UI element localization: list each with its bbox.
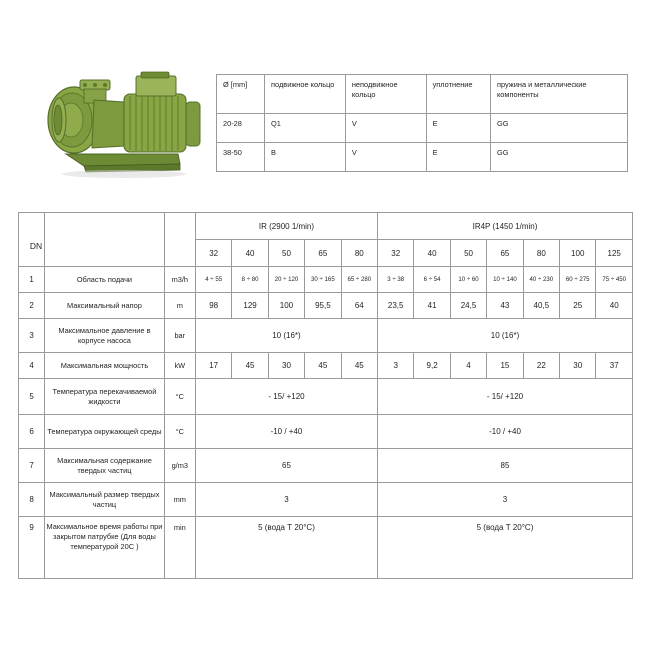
row-1-ir4p-100: 60 ÷ 275 bbox=[560, 267, 596, 293]
row-7-label: Максимальная содержание твердых частиц bbox=[45, 449, 164, 483]
seal-header-rotating-ring: подвижное кольцо bbox=[265, 75, 346, 114]
row-4-ir-50: 30 bbox=[268, 353, 304, 379]
group-header-ir4p: IR4P (1450 1/min) bbox=[378, 213, 633, 240]
row-1-number: 1 bbox=[19, 267, 45, 293]
ir4p-size-125: 125 bbox=[596, 240, 633, 267]
row-2-ir4p-32: 23,5 bbox=[378, 293, 414, 319]
seal-row0-spring: GG bbox=[490, 114, 627, 143]
row-5-label: Температура перекачиваемой жидкости bbox=[45, 379, 164, 415]
row-8-label: Максимальный размер твердых частиц bbox=[45, 483, 164, 517]
row-2-ir4p-40: 41 bbox=[414, 293, 450, 319]
row-1-ir4p-125: 75 ÷ 450 bbox=[596, 267, 633, 293]
row-4-ir4p-65: 15 bbox=[487, 353, 523, 379]
row-2-ir-32: 98 bbox=[195, 293, 231, 319]
table-row bbox=[19, 379, 633, 415]
ir-size-80: 80 bbox=[341, 240, 377, 267]
row-2-ir-40: 129 bbox=[232, 293, 268, 319]
row-1-unit: m3/h bbox=[164, 267, 195, 293]
spec-dn-label: DN bbox=[29, 241, 43, 251]
row-5-ir-value: - 15/ +120 bbox=[195, 379, 377, 415]
row-2-ir4p-80: 40,5 bbox=[523, 293, 559, 319]
row-7-number: 7 bbox=[19, 449, 45, 483]
table-row bbox=[19, 293, 633, 319]
table-row bbox=[217, 143, 628, 172]
row-1-ir4p-65: 10 ÷ 140 bbox=[487, 267, 523, 293]
table-row bbox=[217, 114, 628, 143]
row-8-unit: mm bbox=[164, 483, 195, 517]
seal-row1-stationary: V bbox=[345, 143, 426, 172]
row-4-unit: kW bbox=[164, 353, 195, 379]
row-7-unit: g/m3 bbox=[164, 449, 195, 483]
row-1-ir4p-32: 3 ÷ 38 bbox=[378, 267, 414, 293]
row-6-ir4p-value: -10 / +40 bbox=[378, 415, 633, 449]
row-4-ir-65: 45 bbox=[305, 353, 341, 379]
row-6-label: Температура окружающей среды bbox=[45, 415, 164, 449]
row-1-ir4p-40: 6 ÷ 54 bbox=[414, 267, 450, 293]
table-row bbox=[19, 319, 633, 353]
row-1-ir4p-50: 10 ÷ 60 bbox=[450, 267, 486, 293]
seal-row0-seal: E bbox=[426, 114, 490, 143]
group-header-ir: IR (2900 1/min) bbox=[195, 213, 377, 240]
row-4-ir4p-32: 3 bbox=[378, 353, 414, 379]
ir-size-65: 65 bbox=[305, 240, 341, 267]
seal-row1-rotating: B bbox=[265, 143, 346, 172]
row-2-ir-50: 100 bbox=[268, 293, 304, 319]
ir4p-size-80: 80 bbox=[523, 240, 559, 267]
row-3-label: Максимальное давление в корпусе насоса bbox=[45, 319, 164, 353]
row-2-unit: m bbox=[164, 293, 195, 319]
row-2-ir4p-125: 40 bbox=[596, 293, 633, 319]
row-1-ir-65: 30 ÷ 165 bbox=[305, 267, 341, 293]
row-8-number: 8 bbox=[19, 483, 45, 517]
seal-header-spring-metal: пружина и металлические компоненты bbox=[490, 75, 627, 114]
seal-row1-seal: E bbox=[426, 143, 490, 172]
ir4p-size-32: 32 bbox=[378, 240, 414, 267]
row-4-ir-80: 45 bbox=[341, 353, 377, 379]
seal-row1-spring: GG bbox=[490, 143, 627, 172]
row-2-label: Максимальный напор bbox=[45, 293, 164, 319]
row-7-ir-value: 65 bbox=[195, 449, 377, 483]
row-3-ir-value: 10 (16*) bbox=[195, 319, 377, 353]
table-row bbox=[19, 415, 633, 449]
table-row bbox=[19, 517, 633, 579]
seal-row0-diameter: 20-28 bbox=[217, 114, 265, 143]
ir-size-50: 50 bbox=[268, 240, 304, 267]
spec-group-header-row bbox=[19, 213, 633, 240]
row-4-ir-32: 17 bbox=[195, 353, 231, 379]
row-5-ir4p-value: - 15/ +120 bbox=[378, 379, 633, 415]
row-4-ir4p-40: 9,2 bbox=[414, 353, 450, 379]
seal-header-stationary-ring: неподвижное кольцо bbox=[345, 75, 426, 114]
centrifugal-pump-illustration bbox=[28, 58, 208, 183]
row-9-ir-value: 5 (вода Т 20°С) bbox=[195, 517, 377, 579]
ir-size-32: 32 bbox=[195, 240, 231, 267]
row-4-ir4p-80: 22 bbox=[523, 353, 559, 379]
table-row bbox=[19, 483, 633, 517]
row-2-ir-80: 64 bbox=[341, 293, 377, 319]
ir4p-size-100: 100 bbox=[560, 240, 596, 267]
row-6-number: 6 bbox=[19, 415, 45, 449]
pump-svg bbox=[28, 58, 208, 183]
table-row bbox=[19, 449, 633, 483]
row-2-ir4p-65: 43 bbox=[487, 293, 523, 319]
row-1-ir-40: 8 ÷ 80 bbox=[232, 267, 268, 293]
row-2-number: 2 bbox=[19, 293, 45, 319]
seal-materials-table bbox=[216, 74, 628, 172]
seal-header-diameter: Ø [mm] bbox=[217, 75, 265, 114]
ir-size-40: 40 bbox=[232, 240, 268, 267]
row-7-ir4p-value: 85 bbox=[378, 449, 633, 483]
ir4p-size-65: 65 bbox=[487, 240, 523, 267]
row-3-number: 3 bbox=[19, 319, 45, 353]
row-4-ir-40: 45 bbox=[232, 353, 268, 379]
seal-row0-rotating: Q1 bbox=[265, 114, 346, 143]
row-5-unit: °C bbox=[164, 379, 195, 415]
row-4-label: Максимальная мощность bbox=[45, 353, 164, 379]
row-3-unit: bar bbox=[164, 319, 195, 353]
row-3-ir4p-value: 10 (16*) bbox=[378, 319, 633, 353]
row-4-ir4p-125: 37 bbox=[596, 353, 633, 379]
row-8-ir-value: 3 bbox=[195, 483, 377, 517]
row-8-ir4p-value: 3 bbox=[378, 483, 633, 517]
row-1-ir4p-80: 40 ÷ 230 bbox=[523, 267, 559, 293]
row-9-number: 9 bbox=[19, 517, 45, 579]
row-1-ir-50: 20 ÷ 120 bbox=[268, 267, 304, 293]
header-area bbox=[0, 0, 650, 200]
table-row bbox=[19, 353, 633, 379]
row-6-ir-value: -10 / +40 bbox=[195, 415, 377, 449]
row-2-ir-65: 95,5 bbox=[305, 293, 341, 319]
row-9-ir4p-value: 5 (вода Т 20°С) bbox=[378, 517, 633, 579]
table-row bbox=[19, 267, 633, 293]
row-9-label: Максимальное время работы при закрытом патрубке (Для воды температурой 20C ) bbox=[45, 517, 164, 579]
row-4-ir4p-100: 30 bbox=[560, 353, 596, 379]
ir4p-size-40: 40 bbox=[414, 240, 450, 267]
ir4p-size-50: 50 bbox=[450, 240, 486, 267]
row-4-number: 4 bbox=[19, 353, 45, 379]
row-9-unit: min bbox=[164, 517, 195, 579]
seal-table-header-row bbox=[217, 75, 628, 114]
row-4-ir4p-50: 4 bbox=[450, 353, 486, 379]
row-1-label: Область подачи bbox=[45, 267, 164, 293]
seal-row0-stationary: V bbox=[345, 114, 426, 143]
row-2-ir4p-100: 25 bbox=[560, 293, 596, 319]
seal-header-seal: уплотнение bbox=[426, 75, 490, 114]
row-2-ir4p-50: 24,5 bbox=[450, 293, 486, 319]
specifications-table bbox=[18, 212, 633, 579]
row-1-ir-80: 65 ÷ 280 bbox=[341, 267, 377, 293]
row-1-ir-32: 4 ÷ 55 bbox=[195, 267, 231, 293]
row-5-number: 5 bbox=[19, 379, 45, 415]
seal-row1-diameter: 38-50 bbox=[217, 143, 265, 172]
row-6-unit: °C bbox=[164, 415, 195, 449]
